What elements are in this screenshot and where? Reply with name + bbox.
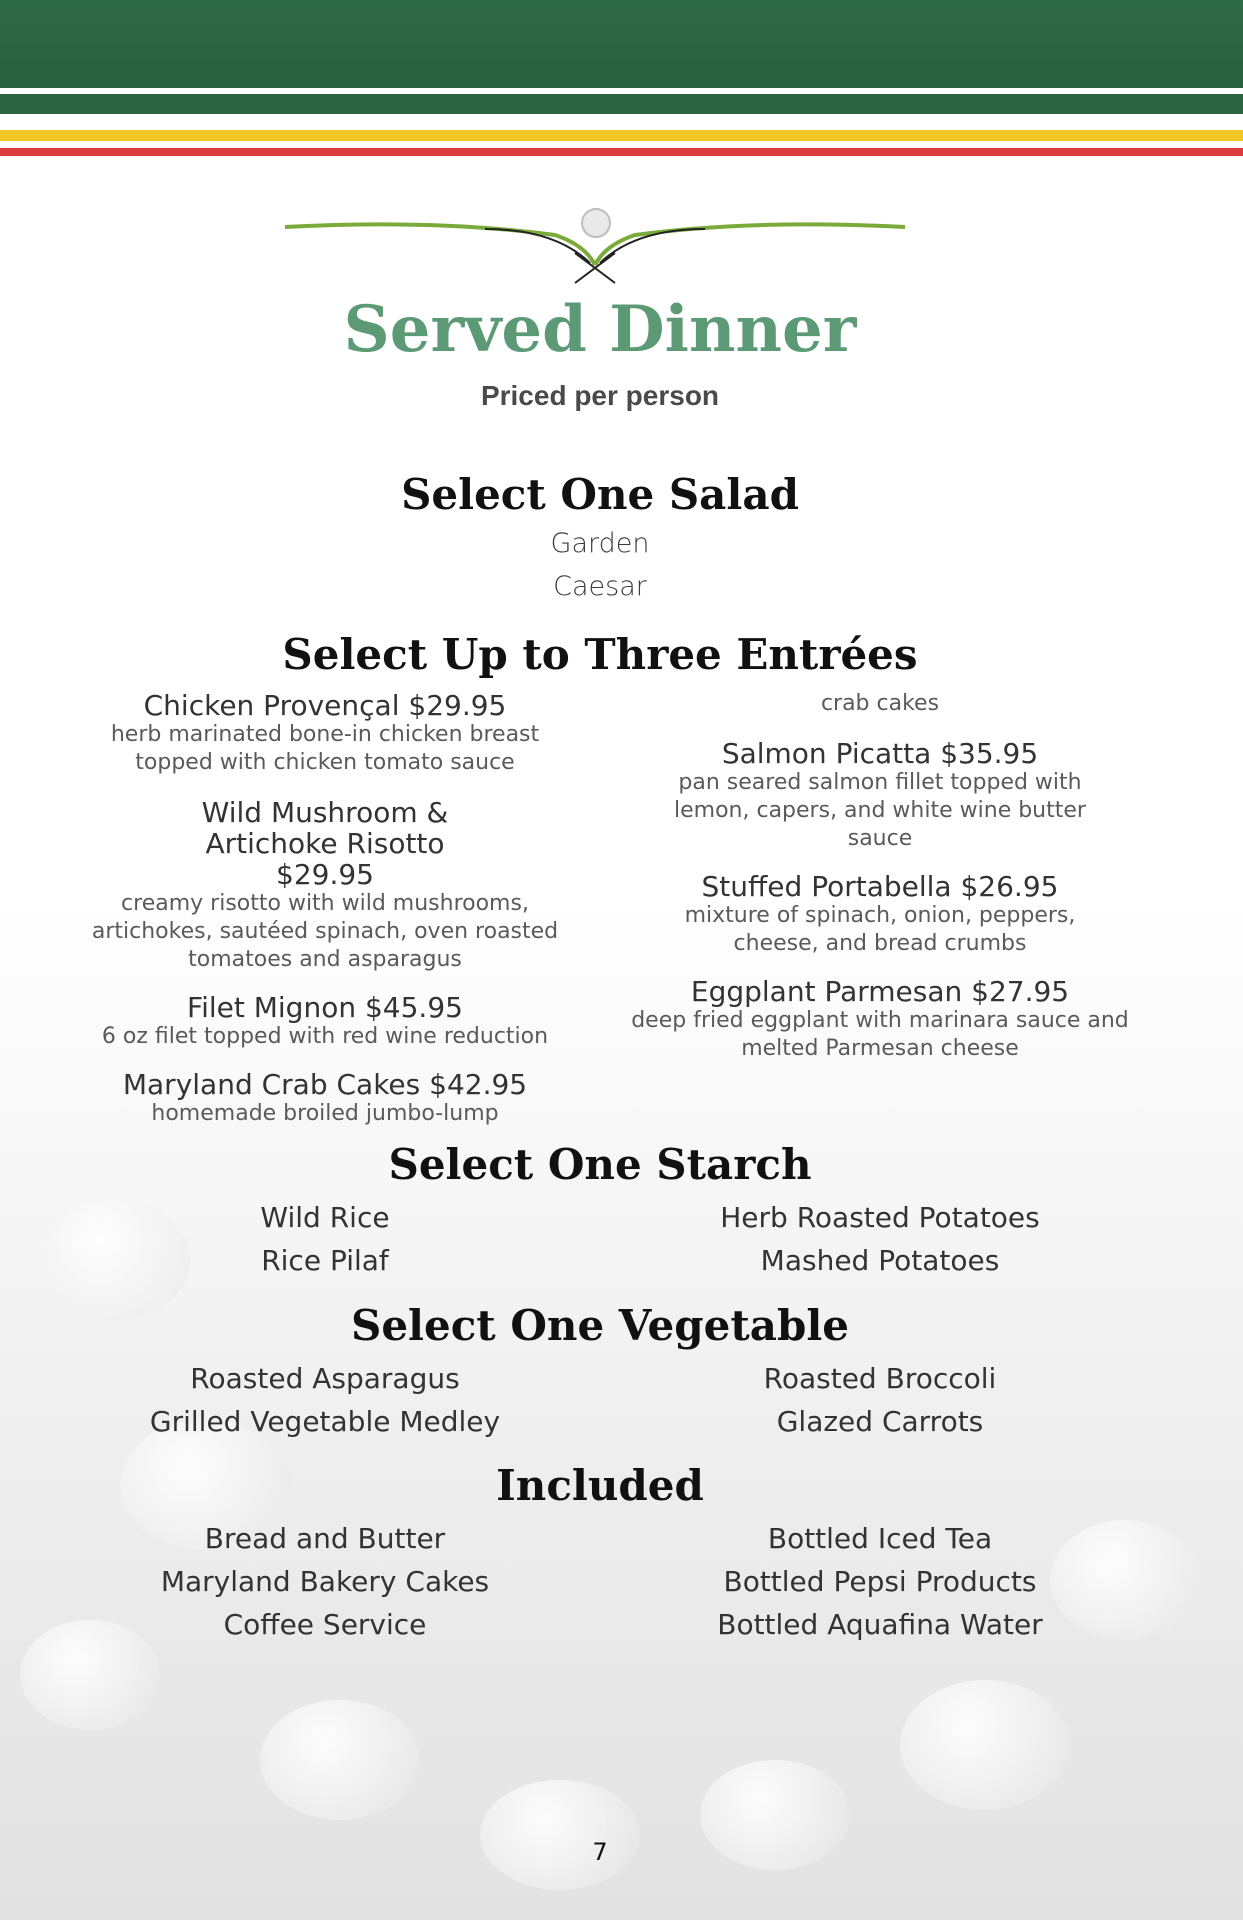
entree-name: Stuffed Portabella $26.95 (701, 870, 1059, 903)
vegetable-option: Glazed Carrots (776, 1405, 984, 1438)
entree-description: 6 oz filet topped with red wine reduction (101, 1024, 549, 1049)
entree-name: Filet Mignon $45.95 (187, 991, 463, 1024)
entree-item (60, 690, 590, 777)
entree-description: creamy risotto with wild mushrooms, artichokes, sautéed spinach, oven roasted tomatoes and asparagus (91, 891, 559, 972)
starch-right-column (615, 1196, 1145, 1282)
entree-description: herb marinated bone-in chicken breast topped with chicken tomato sauce (110, 722, 540, 775)
starch-left-column (60, 1196, 590, 1282)
included-item: Bottled Aquafina Water (717, 1608, 1043, 1641)
vegetable-right-column (615, 1357, 1145, 1443)
included-item: Bread and Butter (204, 1522, 446, 1555)
salad-heading: Select One Salad (401, 470, 799, 519)
included-item: Bottled Pepsi Products (723, 1565, 1037, 1598)
entrees-heading: Select Up to Three Entrées (282, 630, 918, 679)
entree-description-continued: crab cakes (820, 691, 940, 716)
starch-option: Herb Roasted Potatoes (720, 1201, 1040, 1234)
vegetable-heading: Select One Vegetable (351, 1301, 849, 1350)
included-item: Bottled Iced Tea (767, 1522, 993, 1555)
entree-name: Eggplant Parmesan $27.95 (690, 975, 1070, 1008)
starch-option: Rice Pilaf (261, 1244, 389, 1277)
salad-item: Caesar (553, 571, 647, 602)
entree-name: Maryland Crab Cakes $42.95 (122, 1068, 528, 1101)
golf-tee-logo (285, 205, 905, 285)
included-item: Coffee Service (223, 1608, 427, 1641)
starch-option: Mashed Potatoes (760, 1244, 1000, 1277)
header-band (0, 0, 1243, 88)
entree-item (60, 1069, 590, 1128)
starch-heading: Select One Starch (388, 1140, 812, 1189)
entree-item (60, 992, 590, 1051)
entree-name: Salmon Picatta $35.95 (721, 737, 1039, 770)
green-stripe (0, 94, 1243, 114)
entree-description: homemade broiled jumbo-lump (151, 1101, 499, 1126)
entree-description: mixture of spinach, onion, peppers, cheese, and bread crumbs (684, 903, 1076, 956)
entree-item (615, 738, 1145, 853)
page-subtitle: Priced per person (480, 380, 720, 411)
entree-description: deep fried eggplant with marinara sauce and melted Parmesan cheese (631, 1008, 1129, 1061)
vegetable-option: Roasted Asparagus (190, 1362, 460, 1395)
entrees-left-column (60, 690, 590, 1128)
included-heading: Included (496, 1461, 704, 1510)
included-item: Maryland Bakery Cakes (160, 1565, 490, 1598)
starch-option: Wild Rice (260, 1201, 390, 1234)
red-stripe (0, 148, 1243, 156)
included-left-column (60, 1517, 590, 1646)
entree-name: Chicken Provençal $29.95 (143, 689, 507, 722)
yellow-stripe (0, 130, 1243, 141)
entree-description: pan seared salmon fillet topped with lemon, capers, and white wine butter sauce (674, 770, 1086, 851)
page-title: Served Dinner (343, 292, 857, 367)
vegetable-option: Roasted Broccoli (763, 1362, 997, 1395)
vegetable-option: Grilled Vegetable Medley (149, 1405, 501, 1438)
entree-item (615, 976, 1145, 1063)
entree-name: Wild Mushroom & Artichoke Risotto $29.95 (201, 796, 449, 891)
salad-item: Garden (550, 528, 650, 559)
entree-item (60, 797, 590, 974)
page-number: 7 (592, 1838, 608, 1866)
vegetable-left-column (60, 1357, 590, 1443)
entrees-right-column (615, 690, 1145, 1063)
included-right-column (615, 1517, 1145, 1646)
entree-item (615, 871, 1145, 958)
